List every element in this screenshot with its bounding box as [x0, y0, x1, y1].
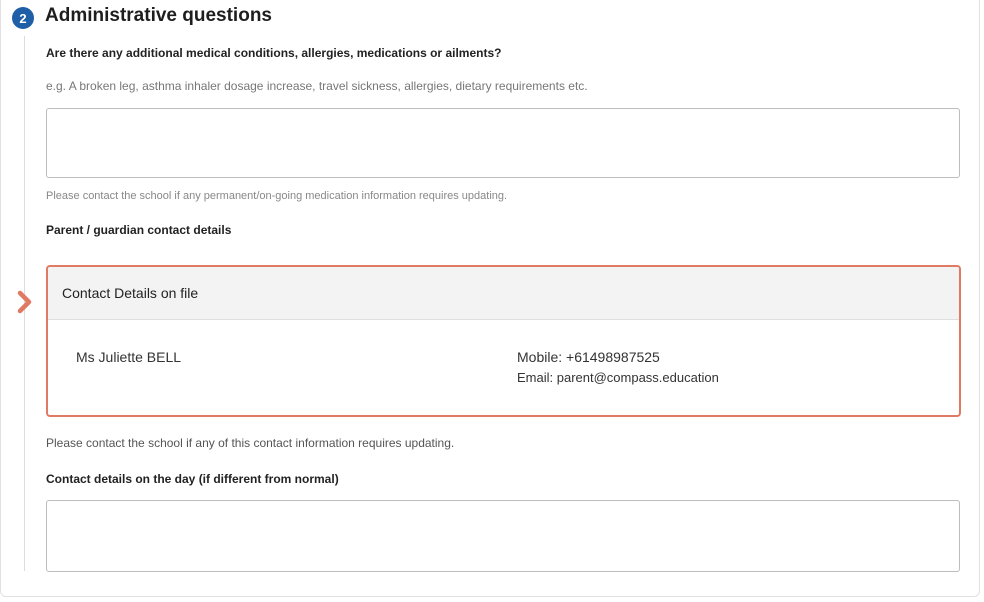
- medical-question-label: Are there any additional medical conditions, allergies, medications or ailments?: [46, 46, 502, 60]
- guardian-mobile: Mobile: +61498987525: [517, 349, 660, 365]
- contact-details-card: [46, 265, 961, 417]
- day-contact-label: Contact details on the day (if different from normal): [46, 472, 339, 486]
- guardian-name: Ms Juliette BELL: [76, 349, 182, 365]
- medication-update-help: Please contact the school if any permanent/on-going medication information requires updating.: [46, 190, 508, 202]
- medical-question-hint: e.g. A broken leg, asthma inhaler dosage increase, travel sickness, allergies, dietary requirements etc.: [46, 79, 588, 93]
- guardian-email: Email: parent@compass.education: [517, 370, 719, 385]
- contact-card-header: Contact Details on file: [48, 267, 959, 320]
- guardian-details-label: Parent / guardian contact details: [46, 223, 232, 237]
- day-contact-textarea[interactable]: [46, 500, 960, 572]
- section-title: Administrative questions: [45, 5, 272, 26]
- contact-update-help: Please contact the school if any of this contact information requires updating.: [46, 436, 455, 450]
- chevron-right-icon: [16, 289, 34, 315]
- step-number-badge: 2: [12, 7, 34, 29]
- medical-conditions-textarea[interactable]: [46, 108, 960, 178]
